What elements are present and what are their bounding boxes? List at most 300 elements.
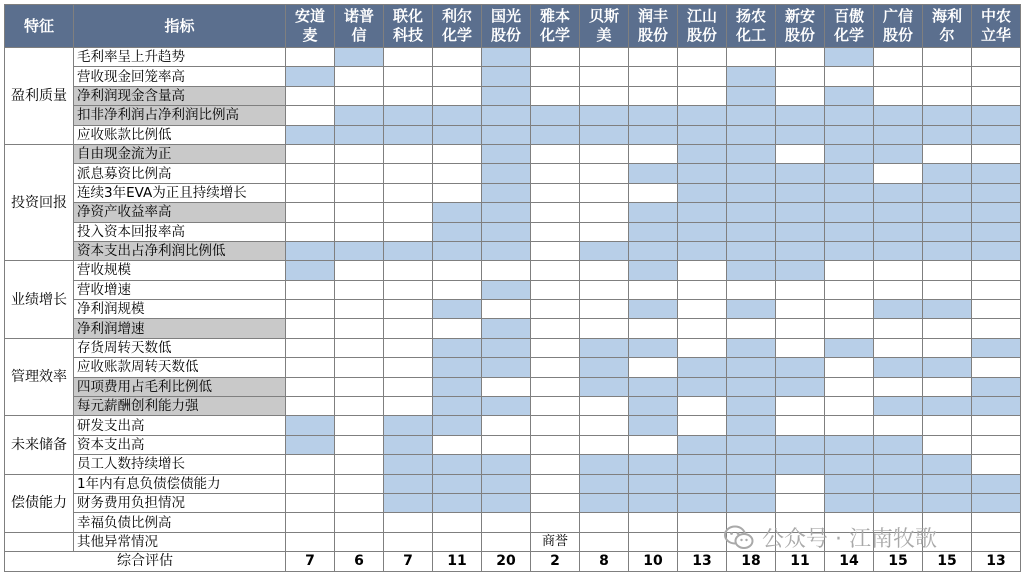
met-cell (825, 474, 874, 493)
table-row (5, 183, 1021, 202)
unmet-cell (531, 493, 580, 512)
unmet-cell (286, 493, 335, 512)
unmet-cell (972, 86, 1021, 105)
unmet-cell (923, 377, 972, 396)
unmet-cell (335, 183, 384, 202)
anomaly-note (923, 532, 972, 551)
unmet-cell (923, 67, 972, 86)
unmet-cell (580, 48, 629, 67)
met-cell (727, 222, 776, 241)
met-cell (335, 48, 384, 67)
unmet-cell (286, 106, 335, 125)
unmet-cell (580, 300, 629, 319)
met-cell (923, 474, 972, 493)
met-cell (972, 474, 1021, 493)
met-cell (776, 222, 825, 241)
unmet-cell (384, 338, 433, 357)
unmet-cell (433, 435, 482, 454)
unmet-cell (580, 513, 629, 532)
met-cell (874, 144, 923, 163)
met-cell (678, 144, 727, 163)
total-score-value: 20 (482, 552, 531, 571)
met-cell (923, 358, 972, 377)
met-cell (433, 125, 482, 144)
unmet-cell (923, 338, 972, 357)
unmet-cell (874, 377, 923, 396)
unmet-cell (286, 183, 335, 202)
header-company-6 (580, 5, 629, 48)
company-name-line: 信 (351, 26, 367, 44)
unmet-cell (433, 183, 482, 202)
unmet-cell (923, 416, 972, 435)
unmet-cell (433, 261, 482, 280)
indicator-label: 研发支出高 (74, 416, 286, 435)
met-cell (482, 319, 531, 338)
unmet-cell (384, 48, 433, 67)
unmet-cell (776, 474, 825, 493)
total-score-value: 11 (776, 552, 825, 571)
company-name-line: 化学 (441, 26, 472, 44)
company-name-line: 扬农 (735, 7, 766, 25)
unmet-cell (531, 474, 580, 493)
met-cell (874, 183, 923, 202)
unmet-cell (727, 280, 776, 299)
unmet-cell (531, 416, 580, 435)
met-cell (776, 241, 825, 260)
met-cell (923, 300, 972, 319)
total-score-value: 18 (727, 552, 776, 571)
unmet-cell (874, 319, 923, 338)
unmet-cell (629, 144, 678, 163)
other-anomalies-row (5, 532, 1021, 551)
total-score-value: 7 (286, 552, 335, 571)
unmet-cell (580, 435, 629, 454)
total-score-label: 综合评估 (5, 552, 286, 571)
met-cell (825, 106, 874, 125)
unmet-cell (531, 338, 580, 357)
unmet-cell (972, 280, 1021, 299)
unmet-cell (874, 164, 923, 183)
total-score-value: 14 (825, 552, 874, 571)
met-cell (335, 125, 384, 144)
met-cell (727, 377, 776, 396)
company-name-line: 化学 (539, 26, 570, 44)
total-score-value: 10 (629, 552, 678, 571)
met-cell (874, 358, 923, 377)
unmet-cell (678, 338, 727, 357)
table-row (5, 241, 1021, 260)
met-cell (874, 300, 923, 319)
unmet-cell (580, 261, 629, 280)
table-row (5, 455, 1021, 474)
indicator-label: 资本支出占净利润比例低 (74, 241, 286, 260)
met-cell (678, 377, 727, 396)
company-name-line: 股份 (637, 26, 668, 44)
met-cell (629, 474, 678, 493)
met-cell (531, 125, 580, 144)
table-row (5, 435, 1021, 454)
unmet-cell (286, 377, 335, 396)
indicator-label: 派息募资比例高 (74, 164, 286, 183)
unmet-cell (874, 280, 923, 299)
unmet-cell (727, 513, 776, 532)
unmet-cell (629, 48, 678, 67)
company-name-line: 雅本 (539, 7, 570, 25)
category-label: 业绩增长 (5, 261, 74, 339)
met-cell (727, 67, 776, 86)
unmet-cell (531, 86, 580, 105)
indicator-label: 存货周转天数低 (74, 338, 286, 357)
anomaly-note (384, 532, 433, 551)
unmet-cell (531, 377, 580, 396)
unmet-cell (433, 280, 482, 299)
met-cell (580, 455, 629, 474)
met-cell (482, 358, 531, 377)
table-row (5, 377, 1021, 396)
unmet-cell (776, 144, 825, 163)
company-name-line: 科技 (392, 26, 423, 44)
table-row (5, 280, 1021, 299)
met-cell (580, 125, 629, 144)
unmet-cell (384, 203, 433, 222)
unmet-cell (286, 144, 335, 163)
company-name-line: 安道 (294, 7, 325, 25)
anomaly-note (972, 532, 1021, 551)
met-cell (678, 203, 727, 222)
unmet-cell (482, 513, 531, 532)
unmet-cell (286, 164, 335, 183)
unmet-cell (531, 222, 580, 241)
unmet-cell (433, 513, 482, 532)
met-cell (825, 164, 874, 183)
met-cell (825, 183, 874, 202)
table-header-row (5, 5, 1021, 48)
anomaly-note (286, 532, 335, 551)
unmet-cell (531, 203, 580, 222)
header-company-10 (776, 5, 825, 48)
indicator-label: 营收规模 (74, 261, 286, 280)
met-cell (776, 261, 825, 280)
unmet-cell (629, 435, 678, 454)
header-company-4 (482, 5, 531, 48)
unmet-cell (972, 455, 1021, 474)
met-cell (727, 474, 776, 493)
unmet-cell (874, 338, 923, 357)
unmet-cell (825, 300, 874, 319)
met-cell (678, 125, 727, 144)
met-cell (433, 358, 482, 377)
company-name-line: 尔 (939, 26, 955, 44)
met-cell (433, 300, 482, 319)
unmet-cell (335, 397, 384, 416)
unmet-cell (531, 513, 580, 532)
met-cell (776, 106, 825, 125)
unmet-cell (923, 261, 972, 280)
met-cell (384, 241, 433, 260)
unmet-cell (972, 416, 1021, 435)
met-cell (286, 261, 335, 280)
indicator-label: 四项费用占毛利比例低 (74, 377, 286, 396)
unmet-cell (531, 144, 580, 163)
unmet-cell (825, 358, 874, 377)
unmet-cell (531, 397, 580, 416)
unmet-cell (825, 67, 874, 86)
met-cell (923, 125, 972, 144)
unmet-cell (482, 435, 531, 454)
unmet-cell (776, 513, 825, 532)
met-cell (874, 241, 923, 260)
met-cell (580, 377, 629, 396)
unmet-cell (678, 67, 727, 86)
total-score-value: 8 (580, 552, 629, 571)
unmet-cell (580, 319, 629, 338)
anomaly-note (629, 532, 678, 551)
met-cell (727, 455, 776, 474)
met-cell (482, 338, 531, 357)
unmet-cell (727, 48, 776, 67)
unmet-cell (776, 300, 825, 319)
company-name-line: 利尔 (441, 7, 472, 25)
company-name-line: 百傲 (833, 7, 864, 25)
unmet-cell (972, 435, 1021, 454)
met-cell (727, 435, 776, 454)
met-cell (482, 222, 531, 241)
company-name-line: 化学 (833, 26, 864, 44)
met-cell (433, 222, 482, 241)
anomaly-note: 商誉 (531, 532, 580, 551)
header-company-11 (825, 5, 874, 48)
unmet-cell (433, 144, 482, 163)
total-score-value: 13 (972, 552, 1021, 571)
unmet-cell (335, 86, 384, 105)
met-cell (874, 106, 923, 125)
header-company-8 (678, 5, 727, 48)
met-cell (923, 164, 972, 183)
met-cell (433, 416, 482, 435)
unmet-cell (433, 48, 482, 67)
unmet-cell (286, 338, 335, 357)
met-cell (433, 377, 482, 396)
met-cell (972, 222, 1021, 241)
met-cell (629, 455, 678, 474)
met-cell (433, 455, 482, 474)
met-cell (482, 203, 531, 222)
header-indicator: 指标 (74, 5, 286, 48)
met-cell (482, 455, 531, 474)
met-cell (384, 416, 433, 435)
header-company-13 (923, 5, 972, 48)
header-company-2 (384, 5, 433, 48)
unmet-cell (384, 358, 433, 377)
table-row (5, 493, 1021, 512)
indicator-label: 应收账款周转天数低 (74, 358, 286, 377)
unmet-cell (433, 67, 482, 86)
unmet-cell (531, 319, 580, 338)
unmet-cell (286, 203, 335, 222)
unmet-cell (874, 513, 923, 532)
header-company-7 (629, 5, 678, 48)
table-row (5, 261, 1021, 280)
company-name-line: 江山 (686, 7, 717, 25)
unmet-cell (335, 493, 384, 512)
unmet-cell (678, 416, 727, 435)
met-cell (727, 338, 776, 357)
unmet-cell (923, 513, 972, 532)
indicator-label: 幸福负债比例高 (74, 513, 286, 532)
met-cell (384, 474, 433, 493)
met-cell (433, 397, 482, 416)
indicator-label: 毛利率呈上升趋势 (74, 48, 286, 67)
indicator-label: 员工人数持续增长 (74, 455, 286, 474)
unmet-cell (678, 513, 727, 532)
company-name-line: 联化 (392, 7, 423, 25)
met-cell (972, 338, 1021, 357)
unmet-cell (531, 300, 580, 319)
met-cell (874, 455, 923, 474)
unmet-cell (335, 455, 384, 474)
indicator-label: 营收现金回笼率高 (74, 67, 286, 86)
met-cell (678, 183, 727, 202)
unmet-cell (433, 164, 482, 183)
met-cell (580, 241, 629, 260)
total-score-row (5, 552, 1021, 571)
met-cell (629, 493, 678, 512)
unmet-cell (580, 280, 629, 299)
met-cell (874, 397, 923, 416)
unmet-cell (286, 86, 335, 105)
met-cell (335, 106, 384, 125)
met-cell (531, 106, 580, 125)
met-cell (286, 241, 335, 260)
category-label: 盈利质量 (5, 48, 74, 145)
unmet-cell (678, 261, 727, 280)
met-cell (923, 241, 972, 260)
met-cell (874, 435, 923, 454)
unmet-cell (776, 493, 825, 512)
company-name-line: 贝斯 (588, 7, 619, 25)
unmet-cell (972, 261, 1021, 280)
table-row (5, 358, 1021, 377)
met-cell (678, 164, 727, 183)
unmet-cell (335, 358, 384, 377)
unmet-cell (433, 86, 482, 105)
table-row (5, 397, 1021, 416)
unmet-cell (384, 319, 433, 338)
anomaly-note (825, 532, 874, 551)
met-cell (629, 125, 678, 144)
met-cell (727, 203, 776, 222)
indicator-label: 自由现金流为正 (74, 144, 286, 163)
category-label: 管理效率 (5, 338, 74, 416)
met-cell (825, 48, 874, 67)
unmet-cell (286, 319, 335, 338)
unmet-cell (776, 86, 825, 105)
met-cell (629, 300, 678, 319)
unmet-cell (335, 416, 384, 435)
met-cell (482, 144, 531, 163)
met-cell (727, 241, 776, 260)
unmet-cell (531, 183, 580, 202)
unmet-cell (335, 203, 384, 222)
unmet-cell (482, 377, 531, 396)
table-body (5, 48, 1021, 572)
unmet-cell (335, 144, 384, 163)
unmet-cell (923, 144, 972, 163)
unmet-cell (384, 261, 433, 280)
indicator-label: 营收增速 (74, 280, 286, 299)
indicator-label: 投入资本回报率高 (74, 222, 286, 241)
unmet-cell (972, 513, 1021, 532)
indicator-label: 扣非净利润占净利润比例高 (74, 106, 286, 125)
unmet-cell (825, 377, 874, 396)
met-cell (482, 67, 531, 86)
met-cell (972, 397, 1021, 416)
unmet-cell (776, 397, 825, 416)
table-row (5, 67, 1021, 86)
met-cell (972, 377, 1021, 396)
met-cell (825, 203, 874, 222)
company-name-line: 诺普 (343, 7, 374, 25)
met-cell (482, 164, 531, 183)
unmet-cell (580, 164, 629, 183)
unmet-cell (531, 164, 580, 183)
table-row (5, 203, 1021, 222)
unmet-cell (335, 319, 384, 338)
unmet-cell (384, 280, 433, 299)
unmet-cell (580, 144, 629, 163)
met-cell (776, 377, 825, 396)
indicator-label: 净资产收益率高 (74, 203, 286, 222)
met-cell (286, 67, 335, 86)
met-cell (825, 493, 874, 512)
met-cell (580, 338, 629, 357)
unmet-cell (923, 48, 972, 67)
met-cell (580, 106, 629, 125)
met-cell (286, 435, 335, 454)
met-cell (286, 125, 335, 144)
unmet-cell (531, 48, 580, 67)
unmet-cell (580, 203, 629, 222)
met-cell (482, 106, 531, 125)
indicator-label: 每元薪酬创利能力强 (74, 397, 286, 416)
met-cell (776, 358, 825, 377)
anomaly-note (433, 532, 482, 551)
unmet-cell (678, 300, 727, 319)
unmet-cell (482, 300, 531, 319)
met-cell (972, 106, 1021, 125)
met-cell (727, 125, 776, 144)
unmet-cell (531, 241, 580, 260)
met-cell (727, 261, 776, 280)
unmet-cell (384, 513, 433, 532)
met-cell (384, 125, 433, 144)
unmet-cell (580, 86, 629, 105)
unmet-cell (629, 86, 678, 105)
met-cell (335, 241, 384, 260)
met-cell (923, 203, 972, 222)
met-cell (384, 435, 433, 454)
unmet-cell (531, 261, 580, 280)
met-cell (678, 241, 727, 260)
anomaly-note (727, 532, 776, 551)
company-name-line: 股份 (686, 26, 717, 44)
met-cell (482, 48, 531, 67)
unmet-cell (923, 319, 972, 338)
other-anomalies-label: 其他异常情况 (74, 532, 286, 551)
table-row (5, 164, 1021, 183)
met-cell (727, 397, 776, 416)
unmet-cell (286, 48, 335, 67)
